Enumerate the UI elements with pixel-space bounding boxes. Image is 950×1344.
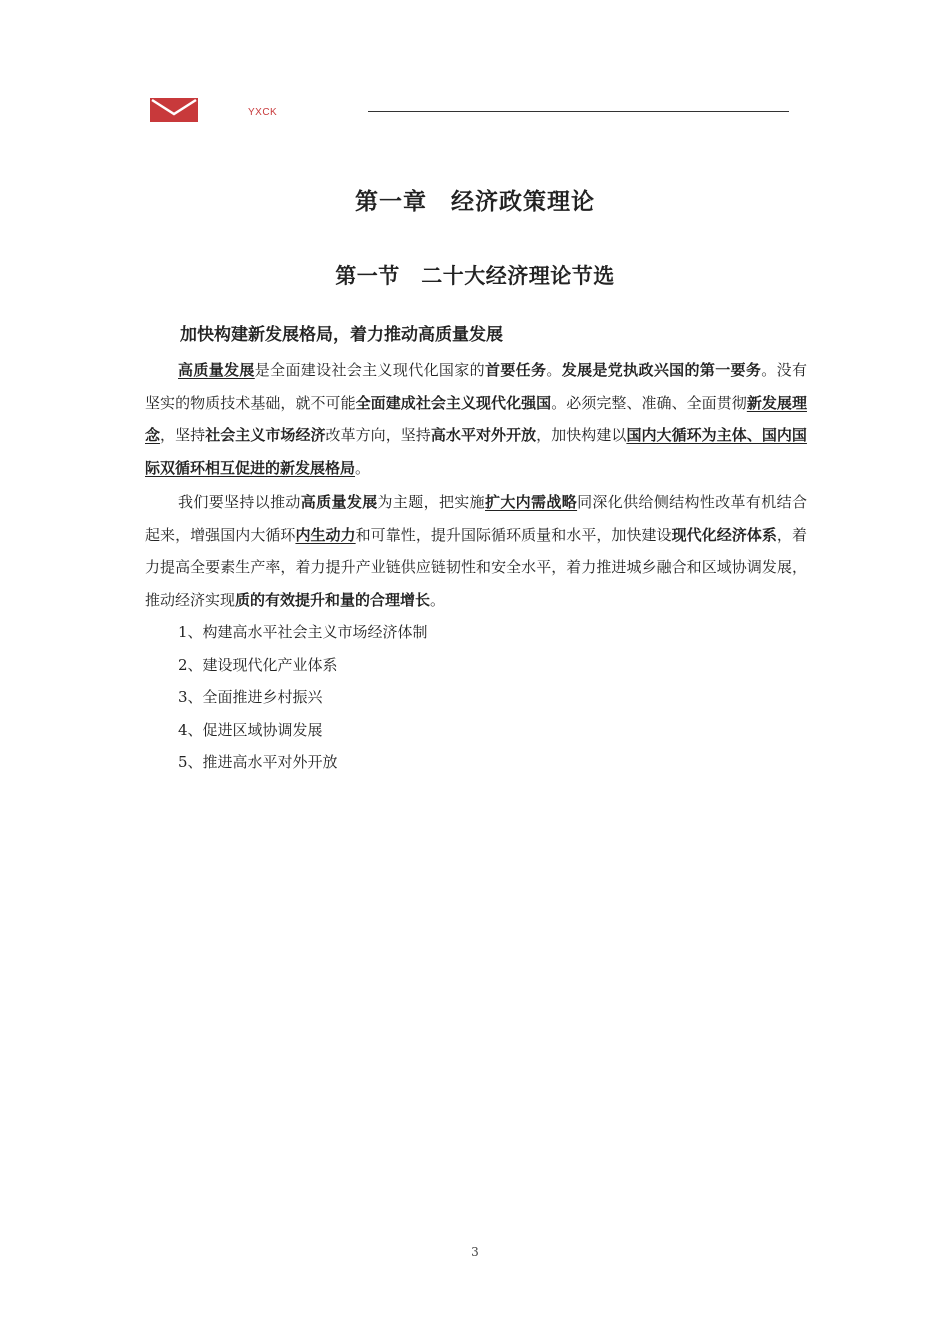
company-logo [150,98,198,122]
list-item: 2、建设现代化产业体系 [178,655,338,674]
paragraph-1: 高质量发展是全面建设社会主义现代化国家的首要任务。发展是党执政兴国的第一要务。没有坚实的物质技术基础，就不可能全面建成社会主义现代化强国。必须完整、准确、全面贯彻新发展理念，坚持社会主义市场经济改革方向，坚持高水平对外开放，加快构建以国内大循环为主体、国内国际双循环相互促进的新发展格局。 [145,361,807,477]
paragraph-2: 我们要坚持以推动高质量发展为主题，把实施扩大内需战略同深化供给侧结构性改革有机结合起来，增强国内大循环内生动力和可靠性，提升国际循环质量和水平，加快建设现代化经济体系，着力提高全要素生产率，着力提升产业链供应链韧性和安全水平，着力推进城乡融合和区域协调发展，推动经济实现质的有效提升和量的合理增长。 [145,493,807,609]
term-new-development-pattern: 国内大循环为主体、国内国际双循环相互促进的新发展格局 [145,426,807,477]
term-new-development-concept: 新发展理念 [145,393,807,444]
list-item: 4、促进区域协调发展 [178,720,323,739]
term-expand-domestic-demand: 扩大内需战略 [484,493,578,511]
header-rule [368,111,789,112]
term-internal-driving-force: 内生动力 [295,525,356,544]
article-subtitle: 加快构建新发展格局，着力推动高质量发展 [180,325,503,345]
brand-name: YXCK [248,107,278,118]
list-item: 3、全面推进乡村振兴 [178,688,323,706]
chapter-title: 第一章 经济政策理论 [355,189,595,215]
list-item: 5、推进高水平对外开放 [178,753,338,771]
page-header [150,98,790,124]
section-title: 第一节 二十大经济理论节选 [335,264,615,288]
page-number: 3 [471,1245,479,1259]
list-item: 1、构建高水平社会主义市场经济体制 [178,623,428,641]
envelope-icon [150,98,198,122]
term-high-quality-development: 高质量发展 [178,361,255,379]
policy-list [178,616,428,779]
